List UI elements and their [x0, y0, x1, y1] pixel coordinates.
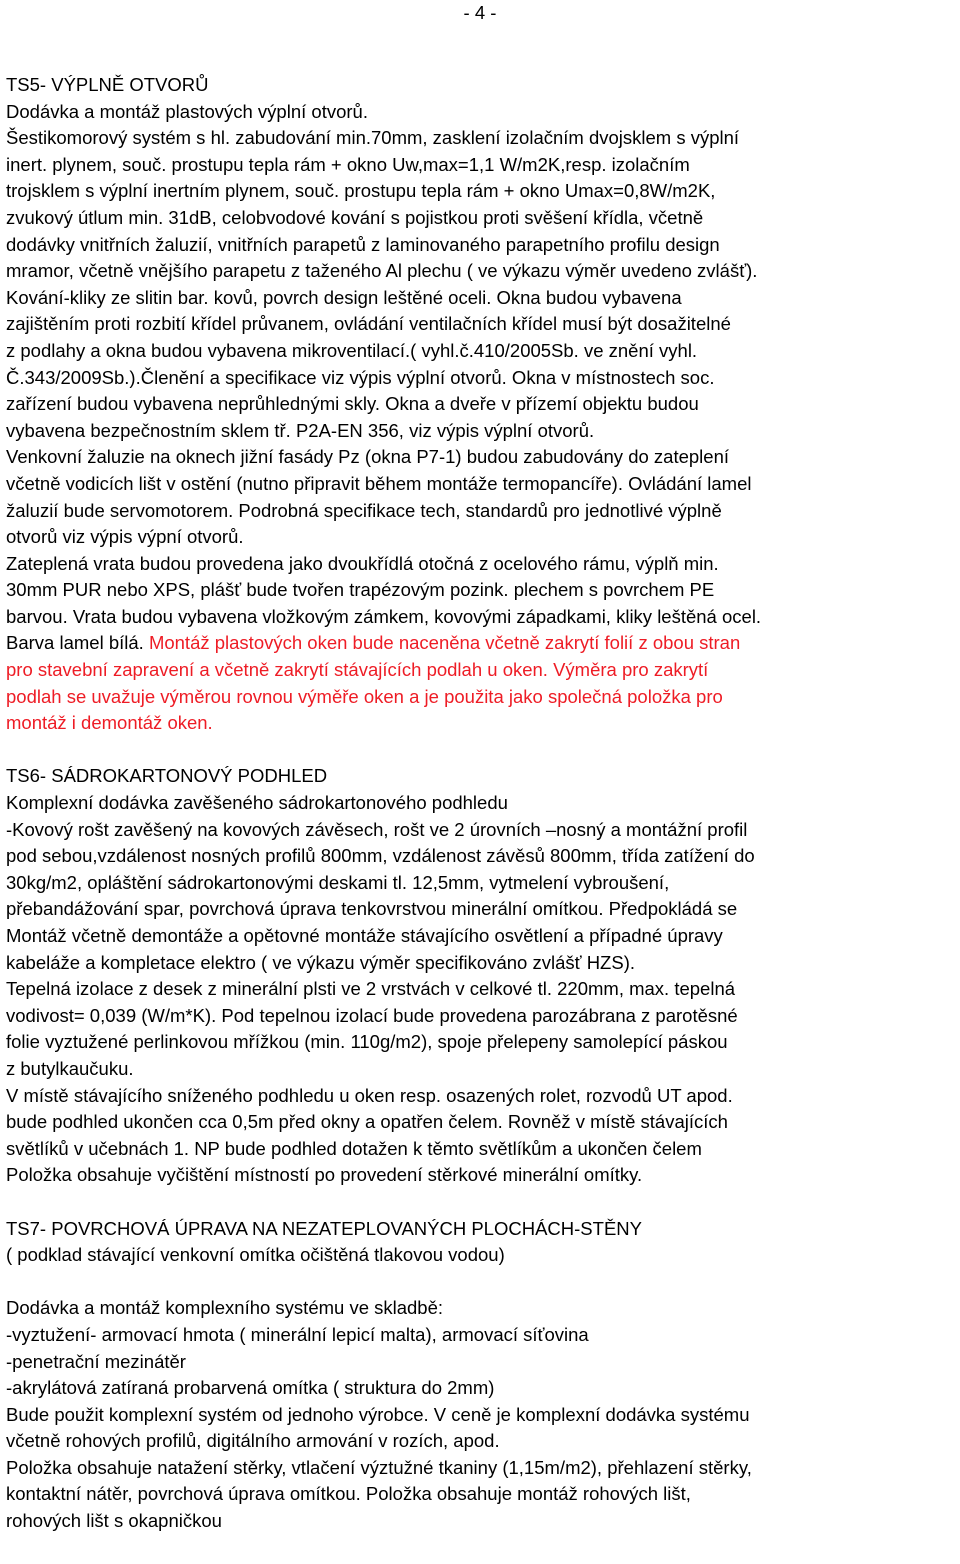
text-line: Montáž včetně demontáže a opětovné montáže stávajícího osvětlení a případné úpravy	[6, 925, 723, 946]
text-line: rohových lišt s okapničkou	[6, 1510, 222, 1532]
text-line: Venkovní žaluzie na oknech jižní fasády Pz (okna P7-1) budou zabudovány do zateplení	[6, 446, 729, 468]
text-line: mramor, včetně vnějšího parapetu z taženého Al plechu ( ve výkazu výměr uvedeno zvlášť).	[6, 260, 758, 282]
text-line: včetně vodicích lišt v ostění (nutno připravit během montáže termopancíře). Ovládání lamel	[6, 472, 752, 494]
text-line: kabeláže a kompletace elektro ( ve výkazu výměr specifikováno zvlášť HZS).	[6, 951, 635, 973]
red-paragraph	[6, 657, 960, 737]
text-line: Bude použit komplexní systém od jednoho výrobce. V ceně je komplexní dodávka systému	[6, 1403, 750, 1425]
text-line: pod sebou,vzdálenost nosných profilů 800mm, vzdálenost závěsů 800mm, třída zatížení do	[6, 845, 755, 867]
section-paragraph	[6, 1295, 960, 1534]
section-subheading: ( podklad stávající venkovní omítka očištěná tlakovou vodou)	[6, 1244, 505, 1266]
text-line: včetně rohových profilů, digitálního armování v rozích, apod.	[6, 1430, 500, 1452]
text-line: inert. plynem, souč. prostupu tepla rám + okno Uw,max=1,1 W/m2K,resp. izolačním	[6, 153, 690, 175]
section-paragraph	[6, 99, 960, 631]
section-ts5	[6, 72, 960, 737]
text-red: Montáž plastových oken bude naceněna včetně zakrytí folií z obou stran	[148, 632, 741, 654]
text-line: vybavena bezpečnostním sklem tř. P2A-EN 356, viz výpis výplní otvorů.	[6, 419, 595, 441]
text-line: světlíků v učebnách 1. NP bude podhled dotažen k těmto světlíkům a ukončen čelem	[6, 1137, 702, 1159]
section-heading: TS6- SÁDROKARTONOVÝ PODHLED	[6, 765, 328, 787]
text-line: Kování-kliky ze slitin bar. kovů, povrch design leštěné oceli. Okna budou vybavena	[6, 286, 682, 308]
text-line: Tepelná izolace z desek z minerální plsti ve 2 vrstvách v celkové tl. 220mm, max. tepelná	[6, 978, 736, 1000]
section-heading: TS7- POVRCHOVÁ ÚPRAVA NA NEZATEPLOVANÝCH PLOCHÁCH-STĚNY	[6, 1217, 642, 1239]
text-line: Zateplená vrata budou provedena jako dvoukřídlá otočná z ocelového rámu, výplň min.	[6, 552, 719, 574]
text-line: podlah se uvažuje výměrou rovnou výměře oken a je použita jako společná položka pro	[6, 685, 723, 707]
text-line: 30mm PUR nebo XPS, plášť bude tvořen trapézovým pozink. plechem s povrchem PE	[6, 579, 715, 601]
text-line: Č.343/2009Sb.).Členění a specifikace viz výpis výplní otvorů. Okna v místnostech soc.	[6, 366, 715, 388]
text-line: Položka obsahuje vyčištění místností po provedení stěrkové minerální omítky.	[6, 1164, 643, 1186]
section-paragraph	[6, 790, 960, 1189]
section-ts6	[6, 763, 960, 1189]
text-line: pro stavební zapravení a včetně zakrytí stávajících podlah u oken. Výměra pro zakrytí	[6, 659, 709, 681]
text-line: z butylkaučuku.	[6, 1057, 134, 1079]
text-line: trojsklem s výplní inertním plynem, souč. prostupu tepla rám + okno Umax=0,8W/m2K,	[6, 180, 716, 202]
text-line: Komplexní dodávka zavěšeného sádrokartonového podhledu	[6, 792, 508, 814]
text-line: otvorů viz výpis výpní otvorů.	[6, 526, 244, 548]
page-number: - 4 -	[463, 2, 497, 23]
text-line: barvou. Vrata budou vybavena vložkovým zámkem, kovovými západkami, kliky leštěná ocel.	[6, 605, 762, 627]
text-line: Šestikomorový systém s hl. zabudování min.70mm, zasklení izolačním dvojsklem s výplní	[6, 127, 740, 149]
text-black: Barva lamel bílá.	[6, 632, 149, 654]
text-line: bude podhled ukončen cca 0,5m před okny a opatřen čelem. Rovněž v místě stávajících	[6, 1111, 728, 1133]
text-line: -penetrační mezinátěr	[6, 1350, 186, 1372]
text-line: zajištěním proti rozbití křídel průvanem, ovládání ventilačních křídel musí být dosažitelné	[6, 313, 731, 335]
mixed-line	[6, 630, 960, 657]
text-line: žaluzií bude servomotorem. Podrobná specifikace tech, standardů pro jednotlivé výplně	[6, 499, 722, 521]
text-line: folie vyztužené perlinkovou mřížkou (min. 110g/m2), spoje přelepeny samolepící páskou	[6, 1031, 728, 1053]
text-line: montáž i demontáž oken.	[6, 712, 213, 734]
section-heading: TS5- VÝPLNĚ OTVORŮ	[6, 74, 209, 95]
document-body	[6, 72, 960, 1535]
text-line: zvukový útlum min. 31dB, celobvodové kování s pojistkou proti svěšení křídla, včetně	[6, 206, 704, 228]
text-line: Dodávka a montáž komplexního systému ve skladbě:	[6, 1297, 444, 1319]
text-line: -vyztužení- armovací hmota ( minerální lepicí malta), armovací síťovina	[6, 1323, 589, 1345]
text-line: -akrylátová zatíraná probarvená omítka ( struktura do 2mm)	[6, 1377, 495, 1399]
text-line: dodávky vnitřních žaluzií, vnitřních parapetů z laminovaného parapetního profilu design	[6, 233, 720, 255]
text-line: -Kovový rošt zavěšený na kovových závěsech, rošt ve 2 úrovních –nosný a montážní profil	[6, 818, 748, 840]
text-line: Dodávka a montáž plastových výplní otvorů.	[6, 100, 368, 122]
text-line: z podlahy a okna budou vybavena mikroventilací.( vyhl.č.410/2005Sb. ve znění vyhl.	[6, 339, 698, 361]
text-line: vodivost= 0,039 (W/m*K). Pod tepelnou izolací bude provedena parozábrana z parotěsné	[6, 1004, 738, 1026]
text-line: V místě stávajícího sníženého podhledu u oken resp. osazených rolet, rozvodů UT apod.	[6, 1084, 733, 1106]
text-line: Položka obsahuje natažení stěrky, vtlačení výztužné tkaniny (1,15m/m2), přehlazení stěrky,	[6, 1456, 752, 1478]
text-line: přebandážování spar, povrchová úprava tenkovrstvou minerální omítkou. Předpokládá se	[6, 898, 738, 920]
text-line: kontaktní nátěr, povrchová úprava omítkou. Položka obsahuje montáž rohových lišt,	[6, 1483, 691, 1505]
text-line: zařízení budou vybavena neprůhlednými skly. Okna a dveře v přízemí objektu budou	[6, 393, 699, 415]
text-line: 30kg/m2, opláštění sádrokartonovými deskami tl. 12,5mm, vytmelení vybroušení,	[6, 871, 670, 893]
section-ts7	[6, 1216, 960, 1535]
